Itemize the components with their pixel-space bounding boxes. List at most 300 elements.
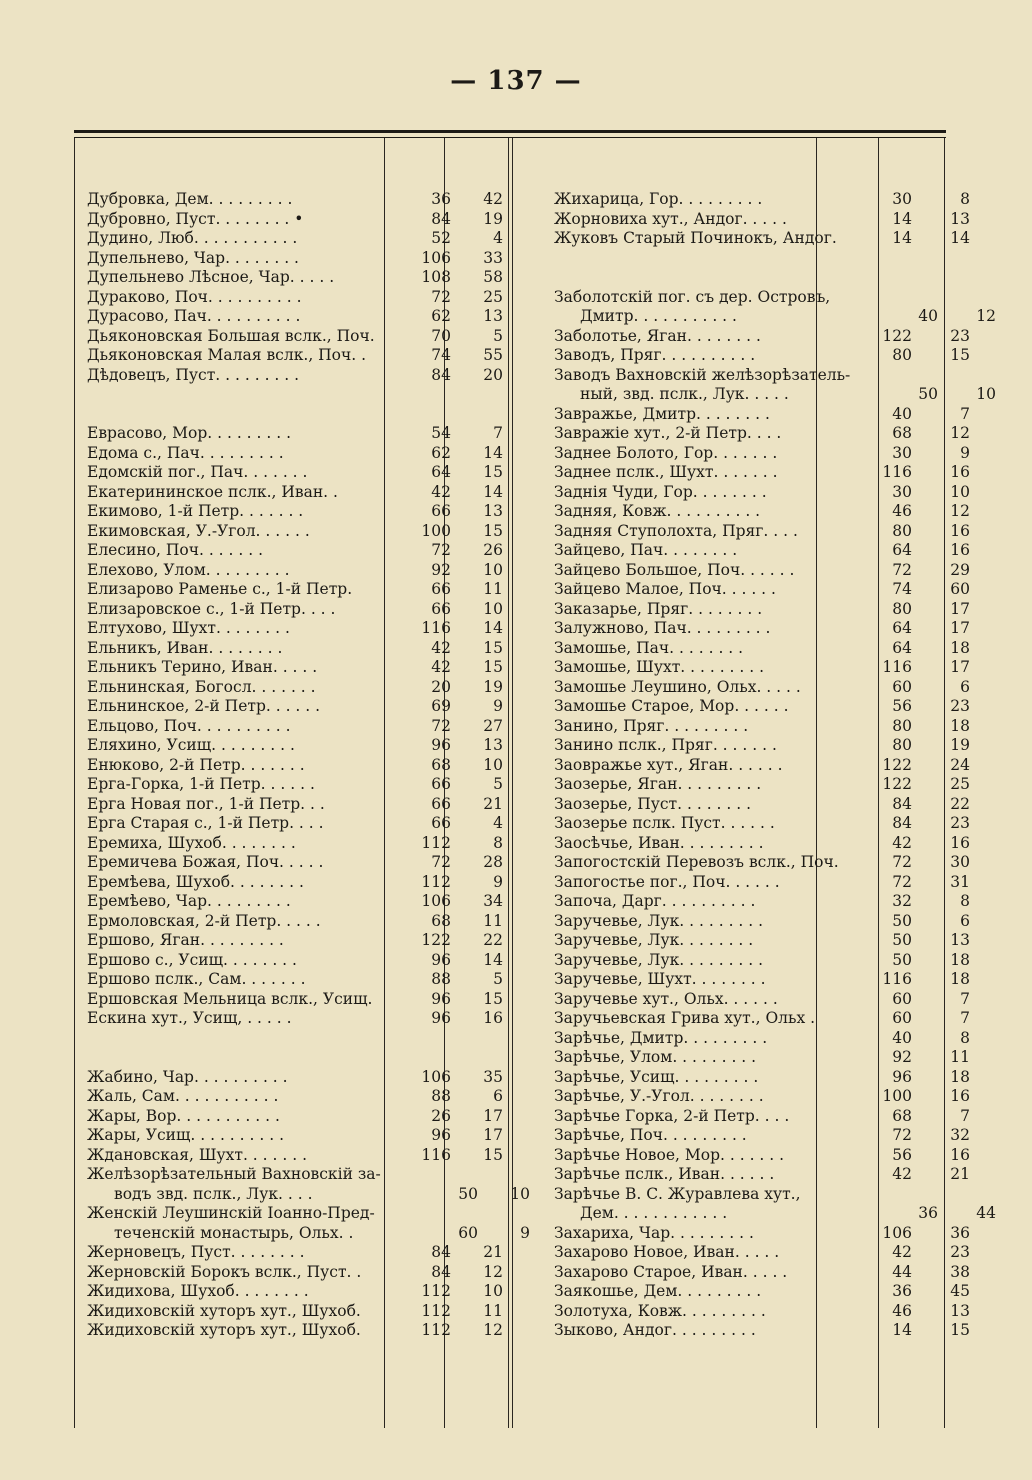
entry-page-number: 10 xyxy=(483,1282,503,1300)
entry-name xyxy=(540,249,860,269)
entry-name xyxy=(74,1048,393,1068)
index-entry-row xyxy=(74,834,540,854)
entry-name: Зарѣчье Горка, 2-й Петр. . . . xyxy=(554,1106,790,1125)
entry-volume-number: 96 xyxy=(892,1067,912,1086)
entry-name: Заозерье пслк. Пуст. . . . . . xyxy=(554,814,775,832)
entry-name: Занино, Пряг. . . . . . . . . xyxy=(554,716,749,735)
entry-volume-number: 122 xyxy=(882,755,912,774)
entry-page-number: 14 xyxy=(483,443,503,462)
index-entry-row xyxy=(74,1302,540,1322)
index-entry-row xyxy=(74,366,540,386)
entry-volume-number: 69 xyxy=(431,697,451,715)
entry-name: Еврасово, Мор. . . . . . . . . xyxy=(87,424,292,442)
entry-volume-number: 112 xyxy=(421,1282,451,1300)
index-entry-row xyxy=(74,1029,540,1049)
index-entry-row xyxy=(74,717,540,737)
entry-page-number: 6 xyxy=(960,677,970,696)
entry-page-number: 42 xyxy=(483,190,503,208)
index-entry-row xyxy=(74,619,540,639)
entry-volume-number: 122 xyxy=(421,931,451,949)
entry-name: Дмитр. . . . . . . . . . . xyxy=(580,307,737,325)
entry-name: Елизарово Раменье с., 1-й Петр. xyxy=(87,580,353,598)
index-entry-row xyxy=(74,1224,540,1244)
entry-page-number: 13 xyxy=(950,931,970,949)
entry-volume-number: 40 xyxy=(892,404,912,423)
index-entry-row xyxy=(540,658,1008,678)
entry-name: Ершово, Яган. . . . . . . . . xyxy=(87,931,284,949)
entry-name: теченскій монастырь, Ольх. . xyxy=(114,1223,354,1242)
index-entry-row xyxy=(74,405,540,425)
entry-name: Дѣдовецъ, Пуст. . . . . . . . . xyxy=(87,365,300,384)
entry-volume-number: 72 xyxy=(892,853,912,871)
entry-name: Заозерье, Яган. . . . . . . . . xyxy=(554,775,762,793)
entry-page-number xyxy=(451,1204,513,1224)
index-entry-row xyxy=(540,717,1008,737)
entry-page-number: 38 xyxy=(950,1262,970,1281)
entry-volume-number: 68 xyxy=(431,911,451,930)
entry-volume-number: 62 xyxy=(431,307,451,325)
entry-volume-number: 14 xyxy=(892,229,912,247)
entry-name: Заозерье, Пуст. . . . . . . . xyxy=(554,794,752,813)
entry-page-number: 16 xyxy=(483,1009,503,1027)
index-entry-row xyxy=(540,814,1008,834)
entry-volume-number: 84 xyxy=(431,1243,451,1261)
entry-volume-number: 84 xyxy=(431,365,451,384)
index-entry-row xyxy=(74,463,540,483)
index-entry-row xyxy=(540,1185,1008,1205)
entry-name: Еремѣева, Шухоб. . . . . . . . xyxy=(87,872,304,891)
entry-name: Елесино, Поч. . . . . . . xyxy=(87,541,264,559)
entry-name: Захарово Старое, Иван. . . . . xyxy=(554,1262,788,1281)
entry-name: Заднее Болото, Гор. . . . . . . xyxy=(554,443,778,462)
index-entry-row xyxy=(74,736,540,756)
entry-page-number: 44 xyxy=(976,1204,996,1222)
entry-page-number: 14 xyxy=(483,482,503,501)
entry-volume-number: 72 xyxy=(892,872,912,891)
entry-page-number: 11 xyxy=(950,1048,970,1066)
index-entry-row xyxy=(540,1302,1008,1322)
index-entry-row xyxy=(540,1204,1008,1224)
entry-page-number: 16 xyxy=(950,833,970,852)
index-entry-row xyxy=(540,600,1008,620)
index-entry-row xyxy=(540,1029,1008,1049)
index-entry-row xyxy=(74,268,540,288)
entry-name: Зарѣчье В. С. Журавлева хут., xyxy=(554,1184,801,1203)
entry-name: Залужново, Пач. . . . . . . . . xyxy=(554,619,771,637)
entry-page-number: 58 xyxy=(483,268,503,286)
entry-volume-number xyxy=(860,268,912,288)
entry-volume-number: 36 xyxy=(892,1282,912,1300)
entry-volume-number xyxy=(393,1048,451,1068)
entry-volume-number: 68 xyxy=(431,755,451,774)
index-entry-row xyxy=(74,522,540,542)
entry-volume-number: 74 xyxy=(892,580,912,598)
entry-volume-number: 88 xyxy=(431,1087,451,1105)
index-entry-row xyxy=(540,1263,1008,1283)
entry-volume-number: 106 xyxy=(421,892,451,910)
entry-name: Жерновскій Борокъ вслк., Пуст. . xyxy=(87,1262,362,1281)
index-entry-row xyxy=(540,1126,1008,1146)
index-entry-row xyxy=(74,1204,540,1224)
entry-volume-number: 80 xyxy=(892,599,912,618)
entry-volume-number xyxy=(393,1029,451,1049)
entry-volume-number: 64 xyxy=(892,638,912,657)
entry-volume-number: 20 xyxy=(431,677,451,696)
entry-name: Замошье Старое, Мор. . . . . . xyxy=(554,697,789,715)
entry-name: Замошье, Шухт. . . . . . . . . xyxy=(554,658,765,676)
entry-volume-number: 72 xyxy=(892,560,912,579)
index-entry-row xyxy=(540,288,1008,308)
index-entry-row xyxy=(540,229,1008,249)
entry-volume-number: 106 xyxy=(882,1223,912,1242)
index-entry-row xyxy=(540,1068,1008,1088)
entry-name: Еремичева Божая, Поч. . . . . xyxy=(87,853,324,871)
entry-name: Енюково, 2-й Петр. . . . . . . xyxy=(87,755,305,774)
index-entry-row xyxy=(74,424,540,444)
entry-name: Золотуха, Ковж. . . . . . . . . xyxy=(554,1301,766,1320)
entry-volume-number: 84 xyxy=(892,814,912,832)
entry-page-number: 55 xyxy=(483,346,503,364)
entry-page-number: 10 xyxy=(483,599,503,618)
entry-page-number: 5 xyxy=(493,326,503,345)
entry-volume-number: 14 xyxy=(892,209,912,228)
index-entry-row xyxy=(540,1048,1008,1068)
entry-page-number: 21 xyxy=(950,1165,970,1183)
entry-volume-number: 50 xyxy=(892,931,912,949)
index-entry-row xyxy=(74,1263,540,1283)
entry-page-number: 11 xyxy=(483,1301,503,1320)
entry-volume-number: 52 xyxy=(431,229,451,247)
index-entry-row xyxy=(74,346,540,366)
index-entry-row xyxy=(74,1321,540,1341)
entry-name: Заручевье хут., Ольх. . . . . . xyxy=(554,989,778,1008)
index-column-right xyxy=(540,190,1008,1341)
entry-volume-number: 96 xyxy=(431,1126,451,1144)
entry-name: Дем. . . . . . . . . . . . xyxy=(580,1204,728,1222)
entry-name: Ершово с., Усищ. . . . . . . . xyxy=(87,950,297,969)
entry-page-number: 4 xyxy=(493,814,503,832)
index-entry-row xyxy=(74,385,540,405)
entry-volume-number xyxy=(393,405,451,425)
entry-page-number: 23 xyxy=(950,1243,970,1261)
index-entry-row xyxy=(540,619,1008,639)
entry-volume-number: 42 xyxy=(431,658,451,676)
index-entry-row xyxy=(74,1243,540,1263)
entry-page-number: 15 xyxy=(483,638,503,657)
entry-page-number: 19 xyxy=(950,736,970,754)
entry-name: Заручевье, Лук. . . . . . . . . xyxy=(554,950,764,969)
index-entry-row xyxy=(540,1321,1008,1341)
entry-page-number: 15 xyxy=(483,658,503,676)
index-entry-row xyxy=(540,931,1008,951)
index-entry-row xyxy=(74,814,540,834)
entry-volume-number: 40 xyxy=(918,307,938,325)
entry-name: Заднее пслк., Шухт. . . . . . . xyxy=(554,463,778,481)
entry-page-number: 7 xyxy=(960,404,970,423)
entry-volume-number: 100 xyxy=(421,521,451,540)
index-entry-row xyxy=(74,1009,540,1029)
entry-name: Ермоловская, 2-й Петр. . . . . xyxy=(87,911,321,930)
index-entry-row xyxy=(540,561,1008,581)
index-entry-row xyxy=(74,697,540,717)
entry-volume-number: 122 xyxy=(882,326,912,345)
entry-page-number: 13 xyxy=(483,736,503,754)
entry-name: Жидиховскій хуторъ хут., Шухоб. xyxy=(87,1301,361,1320)
entry-name: Екатерининское пслк., Иван. . xyxy=(87,482,338,501)
entry-volume-number: 50 xyxy=(892,911,912,930)
entry-volume-number xyxy=(860,288,912,308)
entry-page-number: 18 xyxy=(950,638,970,657)
entry-name: Зарѣчье Новое, Мор. . . . . . . xyxy=(554,1145,785,1164)
index-entry-row xyxy=(540,736,1008,756)
entry-page-number: 18 xyxy=(950,1067,970,1086)
entry-volume-number: 60 xyxy=(892,989,912,1008)
entry-page-number: 14 xyxy=(483,619,503,637)
index-entry-row xyxy=(74,1048,540,1068)
entry-name: Жидиховскій хуторъ хут., Шухоб. xyxy=(87,1321,361,1339)
index-entry-row xyxy=(540,951,1008,971)
index-entry-row xyxy=(540,1087,1008,1107)
entry-volume-number xyxy=(393,385,451,405)
entry-name: Жары, Усищ. . . . . . . . . . xyxy=(87,1126,285,1144)
entry-volume-number: 100 xyxy=(882,1087,912,1105)
entry-volume-number: 106 xyxy=(421,1067,451,1086)
entry-volume-number: 70 xyxy=(431,326,451,345)
entry-name: Екимовская, У.-Угол. . . . . . xyxy=(87,521,310,540)
entry-volume-number: 116 xyxy=(421,1145,451,1164)
index-entry-row xyxy=(540,385,1008,405)
entry-name: Дьяконовская Малая вслк., Поч. . xyxy=(87,346,367,364)
entry-volume-number: 66 xyxy=(431,502,451,520)
entry-page-number: 30 xyxy=(950,853,970,871)
entry-name: Замошье, Пач. . . . . . . . xyxy=(554,638,744,657)
entry-volume-number: 72 xyxy=(431,287,451,306)
entry-name: Заручевье, Лук. . . . . . . . . xyxy=(554,911,764,930)
entry-name: Зарѣчье, У.-Угол. . . . . . . . xyxy=(554,1087,764,1105)
index-entry-row xyxy=(540,268,1008,288)
entry-page-number: 5 xyxy=(493,775,503,793)
entry-page-number: 23 xyxy=(950,697,970,715)
index-entry-row xyxy=(540,1282,1008,1302)
entry-name: Ершово пслк., Сам. . . . . . . xyxy=(87,970,306,988)
entry-name: Заручевье, Шухт. . . . . . . . xyxy=(554,970,766,988)
index-entry-row xyxy=(74,1087,540,1107)
entry-page-number: 8 xyxy=(960,190,970,208)
entry-volume-number: 92 xyxy=(892,1048,912,1066)
entry-name: Едома с., Пач. . . . . . . . . xyxy=(87,443,284,462)
entry-name: Дубровка, Дем. . . . . . . . . xyxy=(87,190,293,208)
entry-name: Зарѣчье, Поч. . . . . . . . . xyxy=(554,1126,747,1144)
entry-name: Запогостье пог., Поч. . . . . . xyxy=(554,872,780,891)
index-entry-row xyxy=(74,951,540,971)
entry-name xyxy=(540,268,860,288)
index-entry-row xyxy=(540,678,1008,698)
entry-name xyxy=(74,385,393,405)
index-entry-row xyxy=(74,229,540,249)
entry-page-number: 14 xyxy=(950,229,970,247)
entry-name: Заручьевская Грива хут., Ольх . xyxy=(554,1009,816,1027)
index-entry-row xyxy=(74,756,540,776)
entry-name: Женскій Леушинскій Іоанно-Пред- xyxy=(87,1204,375,1222)
entry-page-number: 13 xyxy=(483,502,503,520)
index-entry-row xyxy=(540,190,1008,210)
entry-page-number: 6 xyxy=(493,1087,503,1105)
entry-volume-number: 50 xyxy=(458,1184,478,1203)
entry-volume-number: 42 xyxy=(892,1243,912,1261)
entry-page-number: 17 xyxy=(483,1126,503,1144)
entry-volume-number xyxy=(393,1204,451,1224)
entry-page-number: 22 xyxy=(950,794,970,813)
entry-name: Заовражье хут., Яган. . . . . . xyxy=(554,755,783,774)
entry-page-number: 23 xyxy=(950,326,970,345)
entry-volume-number: 64 xyxy=(431,463,451,481)
entry-volume-number: 30 xyxy=(892,482,912,501)
entry-volume-number: 30 xyxy=(892,190,912,208)
entry-name: Замошье Леушино, Ольх. . . . . xyxy=(554,677,801,696)
entry-name: Ерга-Горка, 1-й Петр. . . . . . xyxy=(87,775,315,793)
entry-volume-number: 116 xyxy=(882,463,912,481)
entry-volume-number: 42 xyxy=(431,638,451,657)
entry-page-number: 17 xyxy=(950,658,970,676)
index-entry-row xyxy=(540,873,1008,893)
entry-page-number: 10 xyxy=(510,1184,530,1203)
entry-page-number: 4 xyxy=(493,229,503,247)
entry-name: Жорновиха хут., Андог. . . . . xyxy=(554,209,787,228)
index-entry-row xyxy=(74,541,540,561)
entry-name: Завражье, Дмитр. . . . . . . . xyxy=(554,404,770,423)
entry-page-number: 7 xyxy=(493,424,503,442)
index-entry-row xyxy=(540,853,1008,873)
entry-page-number: 27 xyxy=(483,716,503,735)
entry-page-number: 16 xyxy=(950,1087,970,1105)
index-entry-row xyxy=(540,366,1008,386)
entry-name: Дудино, Люб. . . . . . . . . . . xyxy=(87,229,298,247)
entry-volume-number: 56 xyxy=(892,697,912,715)
entry-page-number xyxy=(912,1185,982,1205)
entry-name: Ельнинская, Богосл. . . . . . . xyxy=(87,677,316,696)
index-entry-row xyxy=(540,502,1008,522)
entry-page-number: 20 xyxy=(483,365,503,384)
index-entry-row xyxy=(540,424,1008,444)
entry-page-number: 5 xyxy=(493,970,503,988)
entry-page-number: 17 xyxy=(950,619,970,637)
index-entry-row xyxy=(74,658,540,678)
entry-volume-number: 36 xyxy=(431,190,451,208)
entry-page-number: 16 xyxy=(950,463,970,481)
entry-volume-number: 68 xyxy=(892,1106,912,1125)
entry-page-number: 21 xyxy=(483,1243,503,1261)
entry-volume-number: 96 xyxy=(431,1009,451,1027)
header-rule-thick xyxy=(74,130,946,133)
entry-page-number: 15 xyxy=(483,989,503,1008)
index-entry-row xyxy=(540,541,1008,561)
entry-page-number: 25 xyxy=(483,287,503,306)
entry-name: Еляхино, Усищ. . . . . . . . . xyxy=(87,736,295,754)
entry-volume-number: 112 xyxy=(421,1321,451,1339)
entry-name: Жары, Вор. . . . . . . . . . . xyxy=(87,1106,280,1125)
entry-page-number: 8 xyxy=(960,892,970,910)
index-entry-row xyxy=(540,834,1008,854)
index-entry-row xyxy=(540,463,1008,483)
entry-name: Дьяконовская Большая вслк., Поч. xyxy=(87,326,375,345)
entry-volume-number: 112 xyxy=(421,872,451,891)
entry-volume-number: 26 xyxy=(431,1106,451,1125)
entry-volume-number: 64 xyxy=(892,619,912,637)
entry-volume-number xyxy=(860,1185,912,1205)
index-entry-row xyxy=(74,444,540,464)
index-entry-row xyxy=(540,1107,1008,1127)
entry-page-number: 16 xyxy=(950,541,970,559)
entry-name: Жуковъ Старый Починокъ, Андог. xyxy=(554,229,837,247)
entry-page-number: 15 xyxy=(950,1321,970,1339)
entry-name: Заосѣчье, Иван. . . . . . . . . xyxy=(554,833,764,852)
entry-page-number: 35 xyxy=(483,1067,503,1086)
entry-name: Захарово Новое, Иван. . . . . xyxy=(554,1243,780,1261)
index-entry-row xyxy=(540,795,1008,815)
entry-name: Еремиха, Шухоб. . . . . . . . xyxy=(87,833,296,852)
entry-volume-number: 42 xyxy=(892,833,912,852)
entry-name: Запогостскій Перевозъ вслк., Поч. xyxy=(554,853,839,871)
entry-page-number: 13 xyxy=(483,307,503,325)
entry-name: Задняя Ступолохта, Пряг. . . . xyxy=(554,521,798,540)
entry-volume-number: 84 xyxy=(431,209,451,228)
entry-name: Заднія Чуди, Гор. . . . . . . . xyxy=(554,482,767,501)
entry-page-number: 32 xyxy=(950,1126,970,1144)
index-entry-row xyxy=(74,1107,540,1127)
entry-volume-number: 46 xyxy=(892,502,912,520)
entry-page-number xyxy=(451,1048,513,1068)
entry-page-number: 12 xyxy=(976,307,996,325)
index-entry-row xyxy=(540,990,1008,1010)
entry-page-number: 10 xyxy=(976,385,996,403)
entry-volume-number: 66 xyxy=(431,814,451,832)
entry-page-number: 10 xyxy=(483,755,503,774)
entry-volume-number: 42 xyxy=(431,482,451,501)
index-entry-row xyxy=(74,1165,540,1185)
entry-name: Заручевье, Лук. . . . . . . . xyxy=(554,931,754,949)
entry-name: Ерга Старая с., 1-й Петр. . . . xyxy=(87,814,324,832)
entry-page-number: 12 xyxy=(483,1262,503,1281)
entry-page-number xyxy=(912,288,982,308)
entry-volume-number: 72 xyxy=(431,541,451,559)
entry-name: Елизаровское с., 1-й Петр. . . . xyxy=(87,599,336,618)
entry-page-number: 26 xyxy=(483,541,503,559)
entry-name: Заякошье, Дем. . . . . . . . . xyxy=(554,1282,762,1300)
entry-name: Еремѣево, Чар. . . . . . . . . xyxy=(87,892,291,910)
entry-volume-number: 64 xyxy=(892,541,912,559)
entry-page-number xyxy=(451,1029,513,1049)
index-entry-row xyxy=(74,288,540,308)
entry-volume-number: 56 xyxy=(892,1145,912,1164)
entry-volume-number: 122 xyxy=(882,775,912,793)
index-entry-row xyxy=(540,580,1008,600)
entry-page-number: 15 xyxy=(483,1145,503,1164)
entry-page-number: 33 xyxy=(483,248,503,267)
entry-volume-number: 66 xyxy=(431,775,451,793)
entry-page-number: 8 xyxy=(493,833,503,852)
entry-page-number: 7 xyxy=(960,989,970,1008)
index-entry-row xyxy=(74,210,540,230)
index-entry-row xyxy=(74,1126,540,1146)
index-entry-row xyxy=(540,697,1008,717)
entry-name: Зарѣчье пслк., Иван. . . . . . xyxy=(554,1165,775,1183)
entry-page-number: 9 xyxy=(493,697,503,715)
entry-page-number: 19 xyxy=(483,209,503,228)
entry-page-number: 9 xyxy=(960,443,970,462)
entry-page-number: 18 xyxy=(950,716,970,735)
entry-page-number xyxy=(912,249,982,269)
entry-volume-number: 72 xyxy=(431,716,451,735)
